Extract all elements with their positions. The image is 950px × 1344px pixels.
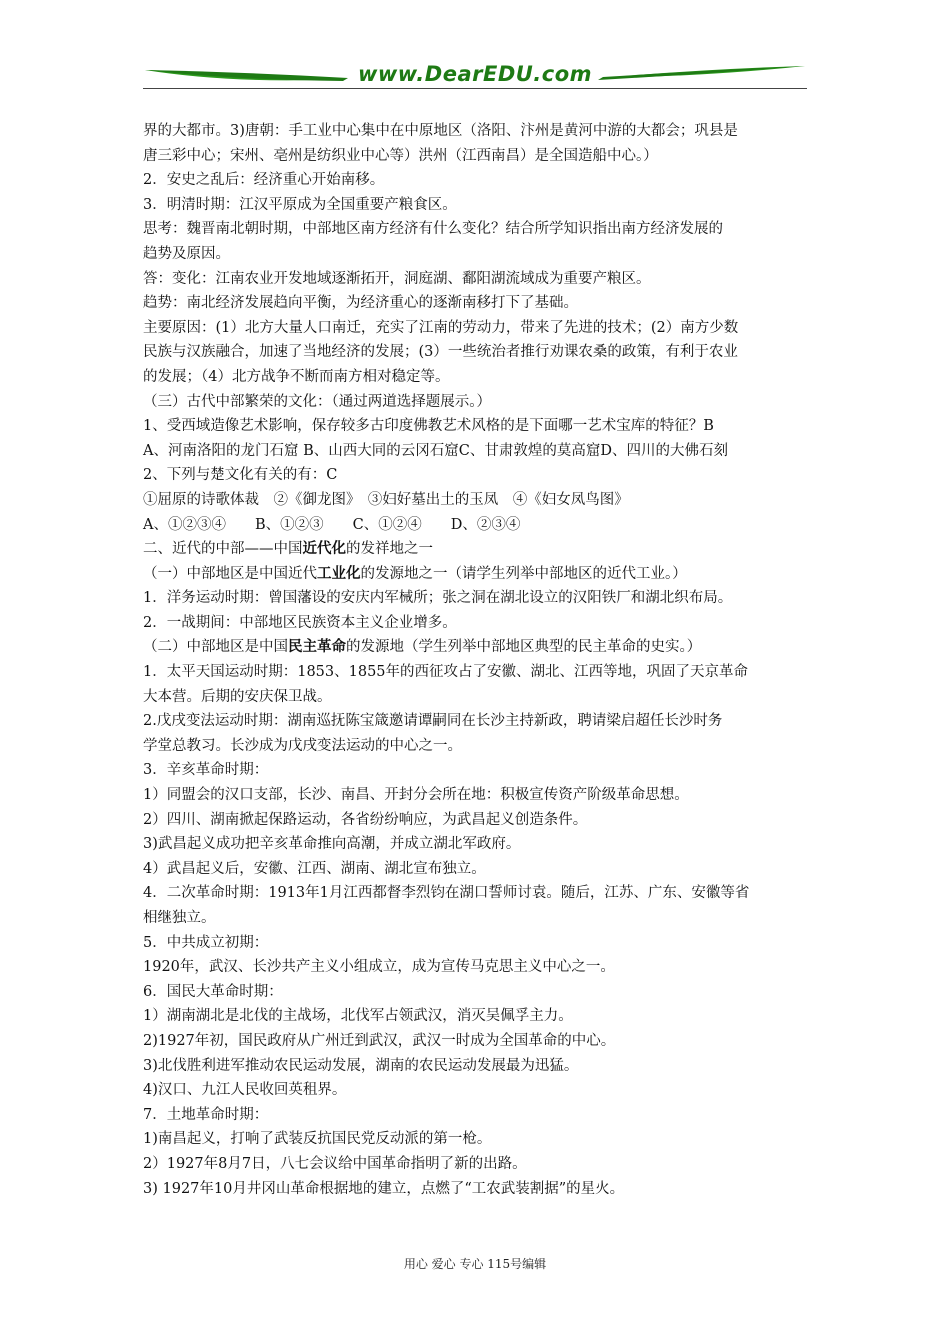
text-segment: 2）四川、湖南掀起保路运动，各省纷纷响应，为武昌起义创造条件。 bbox=[143, 811, 588, 828]
text-segment: 1、受西域造像艺术影响，保存较多古印度佛教艺术风格的是下面哪一艺术宝库的特征？B bbox=[143, 418, 714, 435]
text-line bbox=[143, 586, 813, 611]
text-segment: A、①②③④ B、①②③ C、①②④ D、②③④ bbox=[143, 516, 521, 533]
text-segment: 2）1927年8月7日，八七会议给中国革命指明了新的出路。 bbox=[143, 1155, 527, 1172]
text-line bbox=[143, 1004, 813, 1029]
text-segment: 2．安史之乱后：经济重心开始南移。 bbox=[143, 172, 385, 189]
text-segment: A、河南洛阳的龙门石窟 B、山西大同的云冈石窟C、甘肃敦煌的莫高窟D、四川的大佛石刻 bbox=[143, 442, 728, 459]
text-segment: 3)北伐胜利进军推动农民运动发展，湖南的农民运动发展最为迅猛。 bbox=[143, 1057, 579, 1074]
text-line bbox=[143, 365, 813, 390]
text-line bbox=[143, 1177, 813, 1202]
text-line bbox=[143, 635, 813, 660]
text-segment: ①屈原的诗歌体裁 ②《御龙图》 ③妇好墓出土的玉凤 ④《妇女凤鸟图》 bbox=[143, 491, 629, 508]
text-segment: 二、近代的中部——中国 bbox=[143, 541, 303, 558]
text-segment: （二）中部地区是中国 bbox=[143, 639, 288, 656]
text-segment: 6．国民大革命时期： bbox=[143, 983, 283, 1000]
text-segment: 1)南昌起义，打响了武装反抗国民党反动派的第一枪。 bbox=[143, 1131, 492, 1148]
text-segment: 2、下列与楚文化有关的有：C bbox=[143, 467, 338, 484]
text-segment: （一）中部地区是中国近代 bbox=[143, 565, 317, 582]
text-line bbox=[143, 1054, 813, 1079]
text-line bbox=[143, 1029, 813, 1054]
text-segment: 5．中共成立初期： bbox=[143, 934, 269, 951]
text-segment: 的发展；（4）北方战争不断而南方相对稳定等。 bbox=[143, 368, 450, 385]
text-segment: 2．一战期间：中部地区民族资本主义企业增多。 bbox=[143, 614, 457, 631]
text-segment: 7．土地革命时期： bbox=[143, 1106, 269, 1123]
text-segment: 2)1927年初，国民政府从广州迁到武汉，武汉一时成为全国革命的中心。 bbox=[143, 1032, 616, 1049]
bold-term: 工业化 bbox=[317, 564, 361, 582]
text-segment: 的发祥地之一 bbox=[346, 541, 433, 558]
text-line bbox=[143, 980, 813, 1005]
text-line bbox=[143, 340, 813, 365]
text-segment: 的发源地之一（请学生列举中部地区的近代工业。） bbox=[360, 565, 687, 582]
text-line bbox=[143, 316, 813, 341]
text-line bbox=[143, 1078, 813, 1103]
text-segment: 答：变化：江南农业开发地域逐渐拓开，洞庭湖、鄱阳湖流域成为重要产粮区。 bbox=[143, 270, 651, 287]
text-line bbox=[143, 488, 813, 513]
bold-term: 近代化 bbox=[302, 540, 346, 558]
text-line bbox=[143, 119, 813, 144]
text-line bbox=[143, 881, 813, 906]
text-segment: 3．辛亥革命时期： bbox=[143, 762, 269, 779]
text-line bbox=[143, 562, 813, 587]
page-footer: 用心 爱心 专心 115号编辑 bbox=[403, 1257, 547, 1271]
text-line bbox=[143, 242, 813, 267]
text-line bbox=[143, 685, 813, 710]
text-line bbox=[143, 709, 813, 734]
text-line bbox=[143, 291, 813, 316]
text-line bbox=[143, 1103, 813, 1128]
text-line bbox=[143, 463, 813, 488]
text-segment: 唐三彩中心；宋州、亳州是纺织业中心等）洪州（江西南昌）是全国造船中心。） bbox=[143, 147, 658, 164]
text-segment: 2.戊戌变法运动时期：湖南巡抚陈宝箴邀请谭嗣同在长沙主持新政，聘请梁启超任长沙时务 bbox=[143, 713, 723, 730]
text-line bbox=[143, 783, 813, 808]
text-line bbox=[143, 193, 813, 218]
text-line bbox=[143, 611, 813, 636]
text-segment: 思考：魏晋南北朝时期，中部地区南方经济有什么变化？结合所学知识指出南方经济发展的 bbox=[143, 221, 723, 238]
text-line bbox=[143, 414, 813, 439]
text-segment: 4．二次革命时期：1913年1月江西都督李烈钧在湖口誓师讨袁。随后，江苏、广东、安徽等省 bbox=[143, 885, 750, 902]
text-segment: 界的大都市。3)唐朝：手工业中心集中在中原地区（洛阳、汴州是黄河中游的大都会；巩县是 bbox=[143, 123, 738, 139]
document-body bbox=[143, 119, 813, 1201]
bold-term: 民主革命 bbox=[288, 638, 346, 656]
text-segment: 主要原因：(1）北方大量人口南迁，充实了江南的劳动力，带来了先进的技术；(2）南方少数 bbox=[143, 319, 739, 336]
text-line bbox=[143, 390, 813, 415]
text-line bbox=[143, 931, 813, 956]
site-logo-text[interactable]: www.DearEDU.com bbox=[357, 62, 593, 86]
text-line bbox=[143, 217, 813, 242]
text-segment: 1．太平天国运动时期：1853、1855年的西征攻占了安徽、湖北、江西等地，巩固了天京革命 bbox=[143, 664, 749, 681]
text-line bbox=[143, 832, 813, 857]
text-segment: 4）武昌起义后，安徽、江西、湖南、湖北宣布独立。 bbox=[143, 860, 486, 877]
text-line bbox=[143, 857, 813, 882]
text-segment: 大本营。后期的安庆保卫战。 bbox=[143, 688, 332, 705]
text-line bbox=[143, 808, 813, 833]
text-segment: 3．明清时期：江汉平原成为全国重要产粮食区。 bbox=[143, 196, 457, 213]
text-segment: 4)汉口、九江人民收回英租界。 bbox=[143, 1082, 347, 1099]
text-line bbox=[143, 1152, 813, 1177]
text-segment: 学堂总教习。长沙成为戊戌变法运动的中心之一。 bbox=[143, 737, 462, 754]
text-line bbox=[143, 955, 813, 980]
text-segment: 1）同盟会的汉口支部，长沙、南昌、开封分会所在地：积极宣传资产阶级革命思想。 bbox=[143, 787, 689, 804]
text-line bbox=[143, 537, 813, 562]
text-line bbox=[143, 906, 813, 931]
text-line bbox=[143, 168, 813, 193]
text-segment: 民族与汉族融合，加速了当地经济的发展；(3）一些统治者推行劝课农桑的政策，有利于农业 bbox=[143, 344, 738, 361]
text-line bbox=[143, 660, 813, 685]
text-segment: 的发源地（学生列举中部地区典型的民主革命的史实。） bbox=[346, 639, 702, 656]
text-line bbox=[143, 144, 813, 169]
text-line bbox=[143, 1127, 813, 1152]
text-segment: 趋势：南北经济发展趋向平衡，为经济重心的逐渐南移打下了基础。 bbox=[143, 295, 578, 312]
text-segment: 1）湖南湖北是北伐的主战场，北伐军占领武汉，消灭吴佩孚主力。 bbox=[143, 1008, 573, 1025]
text-line bbox=[143, 513, 813, 538]
text-line bbox=[143, 439, 813, 464]
text-segment: 相继独立。 bbox=[143, 910, 216, 926]
text-segment: 趋势及原因。 bbox=[143, 245, 230, 262]
text-segment: 3)武昌起义成功把辛亥革命推向高潮，并成立湖北军政府。 bbox=[143, 836, 521, 853]
text-line bbox=[143, 758, 813, 783]
text-segment: （三）古代中部繁荣的文化：（通过两道选择题展示。） bbox=[143, 393, 491, 410]
text-line bbox=[143, 267, 813, 292]
text-segment: 3) 1927年10月井冈山革命根据地的建立，点燃了“工农武装割据”的星火。 bbox=[143, 1180, 625, 1197]
text-line bbox=[143, 734, 813, 759]
text-segment: 1．洋务运动时期：曾国藩设的安庆内军械所；张之洞在湖北设立的汉阳铁厂和湖北织布局。 bbox=[143, 590, 733, 607]
text-segment: 1920年，武汉、长沙共产主义小组成立，成为宣传马克思主义中心之一。 bbox=[143, 959, 615, 976]
header-divider bbox=[143, 88, 807, 89]
